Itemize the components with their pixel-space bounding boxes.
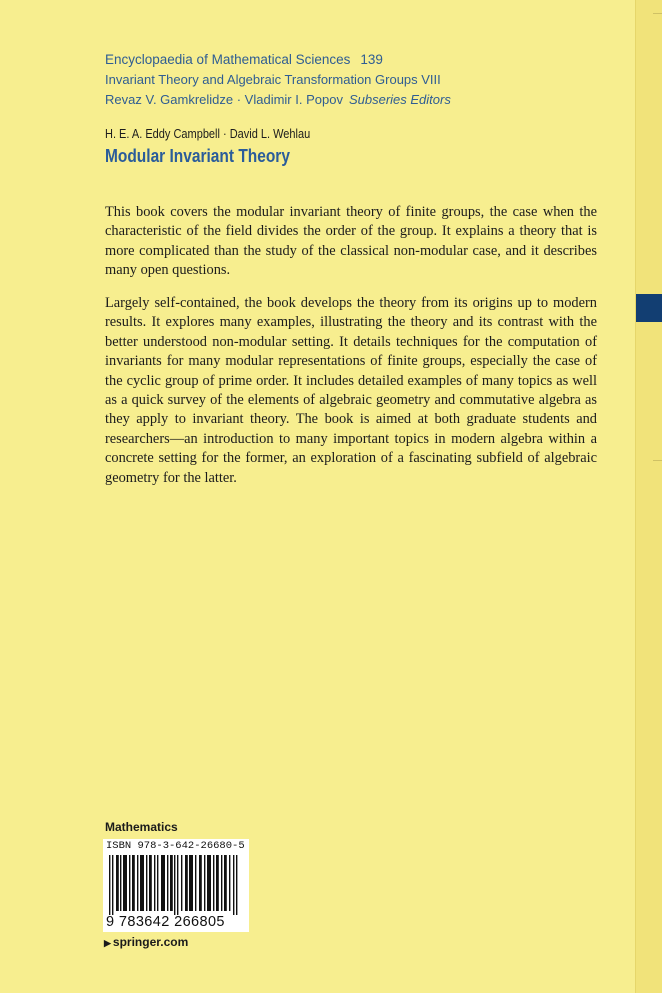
- series-line: [105, 50, 451, 70]
- spine-strip: [635, 0, 662, 993]
- series-editors: Revaz V. Gamkrelidze · Vladimir I. Popov: [105, 92, 343, 107]
- editors-role: Subseries Editors: [348, 92, 451, 107]
- spine-divider: [653, 13, 662, 14]
- spine-accent-block: [636, 294, 662, 322]
- book-title: Modular Invariant Theory: [105, 146, 290, 166]
- spine-divider: [653, 460, 662, 461]
- editors-line: [105, 90, 451, 110]
- series-name: Encyclopaedia of Mathematical Sciences: [105, 52, 351, 67]
- series-number: 139: [360, 52, 383, 67]
- barcode-bars: [109, 855, 243, 915]
- series-block: [105, 50, 451, 110]
- blurb-paragraph-2: Largely self-contained, the book develops the theory from its origins up to modern results. It explores many examples, illustrating the theory and its contrast with the better understood non-modular setting. It details techniques for the computation of invariants for many modular representations of finite groups, especially the case of the cyclic group of prime order. It includes detailed examples of many topics as well as a quick survey of the elements of algebraic geometry and commutative algebra as they apply to invariant theory. The book is aimed at both graduate students and researchers—an introduction to many important topics in modern algebra within a concrete setting for the former, an exploration of a fascinating subfield of algebraic geometry for the latter.: [105, 295, 597, 486]
- blurb-paragraph-1: This book covers the modular invariant theory of finite groups, the case when the characteristic of the field divides the order of the group. It explains a theory that is more complicated than the study of the classical non-modular case, and it describes many open questions.: [105, 204, 597, 279]
- barcode-digits: 9 783642 266805: [106, 914, 225, 930]
- play-arrow-icon: ▶: [104, 938, 111, 948]
- subseries-title: Invariant Theory and Algebraic Transformation Groups VIII: [105, 72, 441, 87]
- subject-label: Mathematics: [105, 820, 178, 834]
- website-text: springer.com: [112, 935, 189, 949]
- publisher-website[interactable]: [104, 935, 188, 949]
- barcode: [103, 839, 249, 932]
- book-authors: H. E. A. Eddy Campbell · David L. Wehlau: [105, 127, 311, 141]
- isbn-label: ISBN 978-3-642-26680-5: [106, 840, 245, 852]
